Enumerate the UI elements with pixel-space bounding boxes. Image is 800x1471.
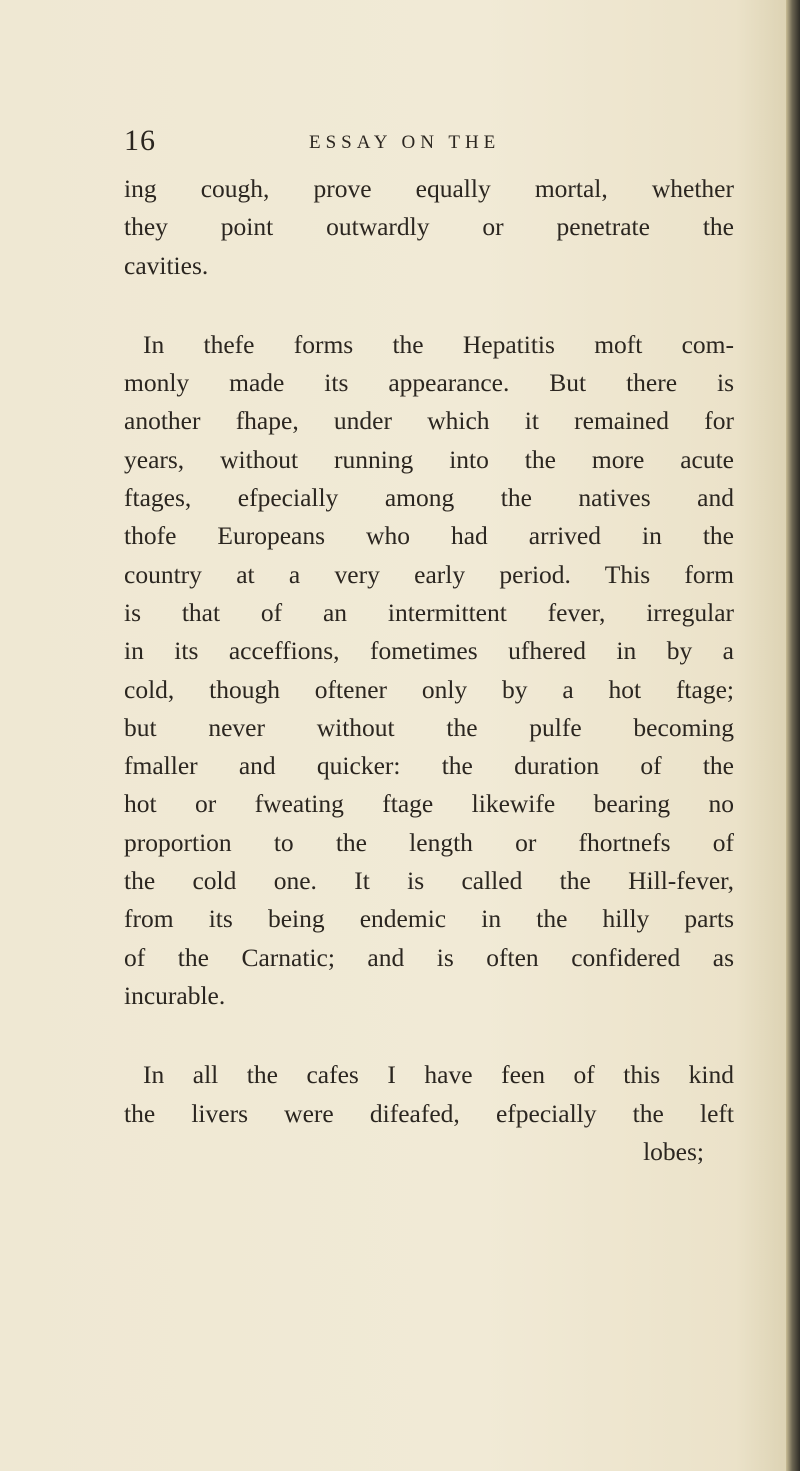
text-line: the cold one. It is called the Hill-fever, bbox=[124, 866, 734, 896]
catchword: lobes; bbox=[643, 1136, 704, 1166]
paragraph-3 bbox=[124, 1056, 734, 1171]
page-header bbox=[124, 124, 724, 164]
text-line: cavities. bbox=[124, 250, 209, 280]
page-gutter-shadow bbox=[786, 0, 800, 1471]
text-line: hot or fweating ftage likewife bearing no bbox=[124, 789, 734, 819]
text-line: of the Carnatic; and is often confidered as bbox=[124, 942, 734, 972]
text-line: cold, though oftener only by a hot ftage; bbox=[124, 674, 734, 704]
text-line: proportion to the length or fhortnefs of bbox=[124, 827, 734, 857]
text-line: is that of an intermittent fever, irregular bbox=[124, 597, 734, 627]
text-line: but never without the pulfe becoming bbox=[124, 712, 734, 742]
running-head: ESSAY ON THE bbox=[309, 132, 501, 153]
paragraph-1 bbox=[124, 170, 734, 285]
text-line: fmaller and quicker: the duration of the bbox=[124, 751, 734, 781]
text-line: incurable. bbox=[124, 980, 226, 1010]
text-line: in its acceffions, fometimes ufhered in by a bbox=[124, 636, 734, 666]
text-line: In thefe forms the Hepatitis moft com- bbox=[143, 329, 734, 359]
text-line: ftages, efpecially among the natives and bbox=[124, 483, 734, 513]
text-line: from its being endemic in the hilly parts bbox=[124, 904, 734, 934]
text-line: they point outwardly or penetrate the bbox=[124, 212, 734, 242]
text-line: thofe Europeans who had arrived in the bbox=[124, 521, 734, 551]
text-line: In all the cafes I have feen of this kind bbox=[143, 1060, 734, 1090]
paragraph-2 bbox=[124, 326, 734, 1015]
text-line: monly made its appearance. But there is bbox=[124, 368, 734, 398]
text-line: ing cough, prove equally mortal, whether bbox=[124, 174, 734, 203]
text-line: another fhape, under which it remained for bbox=[124, 406, 734, 436]
page-number: 16 bbox=[124, 124, 156, 157]
body-text bbox=[124, 170, 734, 1171]
text-line: the livers were difeafed, efpecially the left bbox=[124, 1098, 734, 1128]
text-line: country at a very early period. This form bbox=[124, 559, 734, 589]
text-line: years, without running into the more acute bbox=[124, 444, 734, 474]
